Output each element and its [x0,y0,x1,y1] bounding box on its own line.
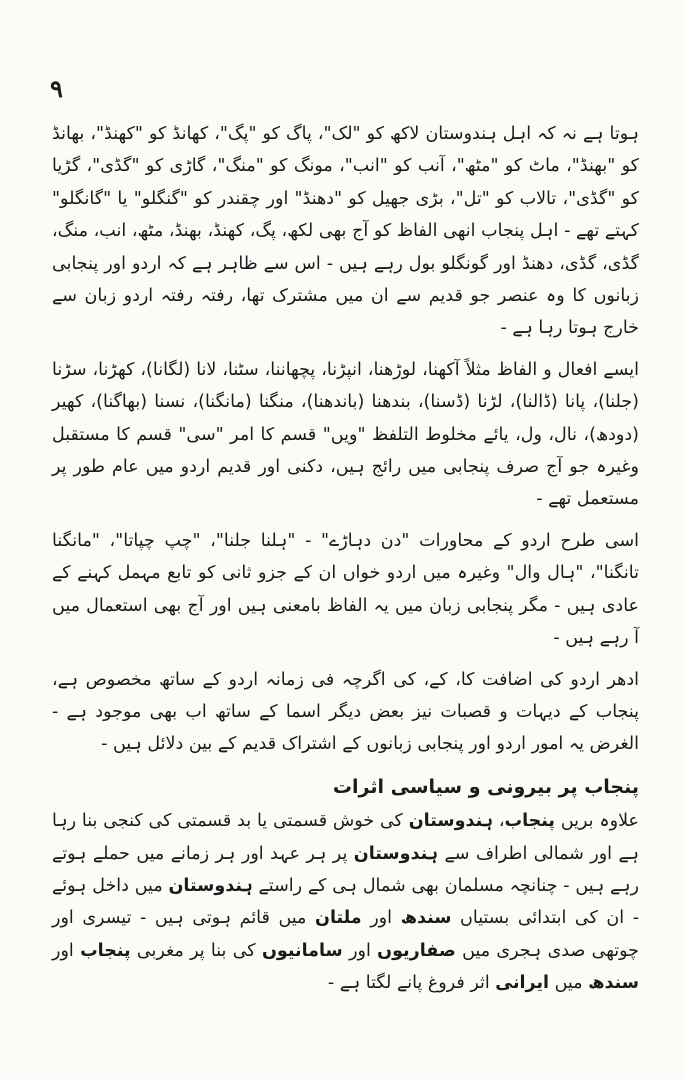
bold-term: ہندوستان [408,811,493,832]
bold-term: پنجاب [504,811,555,832]
bold-term: سندھ [400,908,452,929]
paragraph-4: ادھر اردو کی اضافت کا، کے، کی اگرچہ فی زمانہ اردو کے ساتھ مخصوص ہے، پنجاب کے دیہات و قصبات نیز بعض دیگر اسما کے ساتھ اب بھی موجود ہے - الغرض یہ امور اردو اور پنجابی زبانوں کے اشتراک قدیم کے بین دلائل ہیں - [52,669,639,755]
paragraph-1: ہوتا ہے نہ کہ اہل ہندوستان لاکھ کو "لک"، پاگ کو "پگ"، کھانڈ کو "کھنڈ"، بھانڈ کو "بھنڈ"، ماٹ کو "مٹھ"، آنب کو "انب"، مونگ کو "منگ"، گاڑی کو "گڈی"، گڑیا کو "گڈی"، تالاب کو "تل"، بڑی جھیل کو "دھنڈ" اور چقندر کو "گنگلو" یا "گانگلو" کہتے تھے - اہل پنجاب انھی الفاظ کو آج بھی لکھ، پگ، کھنڈ، بھنڈ، مٹھ، انب، منگ، گڈی، گڈی، دھنڈ اور گونگلو بول رہے ہیں - اس سے ظاہر ہے کہ اردو اور پنجابی زبانوں کا وہ عنصر جو قدیم سے ان میں مشترک تھا، رفتہ رفتہ اردو زبان سے خارج ہوتا رہا ہے - [52,124,639,339]
text-run: کی خوش قسمتی یا بد قسمتی کی کنجی بنا رہا ہے اور شمالی اطراف سے [52,811,639,864]
paragraph-3: اسی طرح اردو کے محاورات "دن دہاڑے" - "ہلنا جلنا"، "چپ چپاتا"، "مانگنا تانگنا"، "ہال وال" وغیرہ میں اردو خواں ان کے جزو ثانی کو تابع مہمل کہنے کے عادی ہیں - مگر پنجابی زبان میں یہ الفاظ بامعنی ہیں اور آج بھی استعمال میں آ رہے ہیں - [52,530,639,649]
bold-term: سندھ [588,973,639,994]
bold-term: ہندوستان [353,843,439,864]
bold-term: پنجاب [80,940,131,961]
bold-term: ملتان [315,908,362,929]
bold-term: ہندوستان [168,875,253,896]
bold-term: ایرانی [495,973,550,994]
text-run: اور [361,908,401,929]
paragraph-2: ایسے افعال و الفاظ مثلاً آکھنا، لوڑھنا، انپڑنا، پچھاننا، سٹنا، لانا (لگانا)، کھڑنا، سڑنا (جلنا)، پانا (ڈالنا)، لڑنا (ڈسنا)، بندھنا (باندھنا)، منگنا (مانگنا)، نسنا (بھاگنا)، کھیر (دودھ)، نال، ول، یائے مخلوط التلفظ "ویں" قسم کا امر "سی" قسم کا مستقبل وغیرہ جو آج صرف پنجابی میں رائج ہیں، دکنی اور قدیم اردو میں عام طور پر مستعمل تھے - [52,359,639,510]
section-heading: پنجاب پر بیرونی و سیاسی اثرات [332,775,639,798]
text-run: علاوہ بریں [554,811,639,832]
text-run: اور [52,940,81,961]
page-body [52,118,639,1000]
text-run: میں [549,973,589,994]
text-run: ، [493,811,505,832]
text-run: میں داخل ہوئے - ان کی ابتدائی بستیاں [52,875,640,929]
text-run: اثر فروغ پانے لگتا ہے - [327,973,496,994]
text-run: میں قائم ہوتی ہیں - تیسری اور چوتھی صدی ہجری میں [52,908,640,961]
text-run: کی بنا پر مغربی [130,940,262,961]
text-run: پر ہر عہد اور ہر زمانے میں حملے ہوتے رہے ہیں - چنانچہ مسلمان بھی شمال ہی کے راستے [52,843,639,896]
bold-term: صفاریوں [377,940,456,961]
text-run: اور [342,940,378,961]
page-number: ۹ [50,74,63,103]
bold-term: سامانیوں [261,940,343,961]
paragraph-5 [52,805,639,999]
